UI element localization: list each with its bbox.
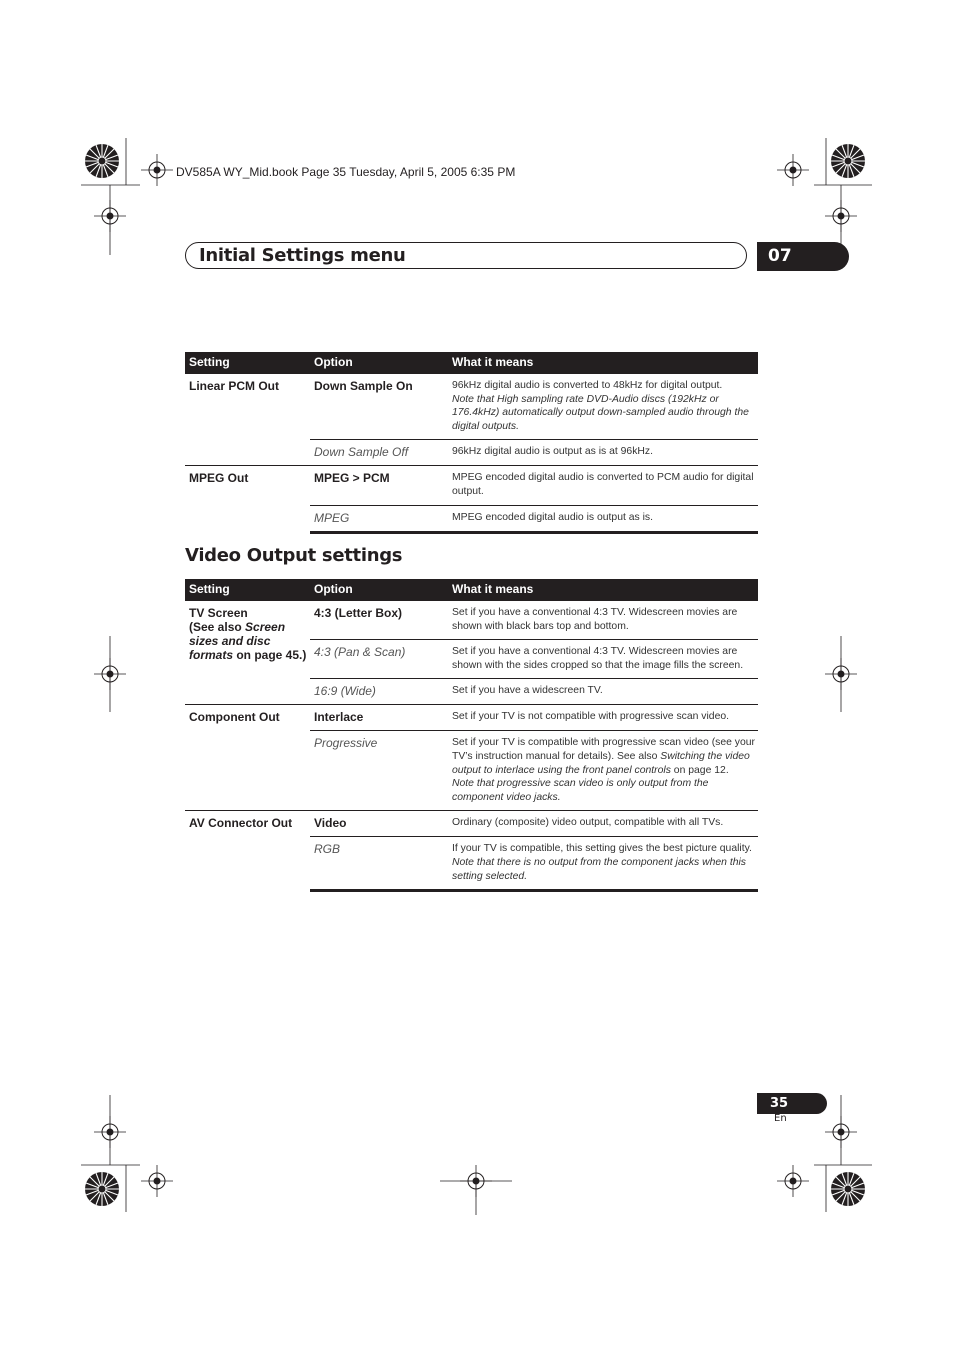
book-info-line: DV585A WY_Mid.book Page 35 Tuesday, April 5, 2005 6:35 PM	[176, 165, 516, 179]
crosshair-icon	[94, 658, 126, 690]
registration-mark-icon	[85, 144, 119, 178]
option-mpeg-pcm: MPEG > PCM	[310, 466, 448, 505]
table-row	[185, 466, 758, 505]
meaning-cell: Ordinary (composite) video output, compatible with all TVs.	[448, 811, 758, 837]
crosshair-icon	[94, 200, 126, 232]
page-number: 35	[770, 1096, 789, 1111]
crosshair-icon	[777, 1165, 809, 1197]
option-progressive: Progressive	[310, 731, 448, 811]
header-meaning: What it means	[448, 352, 758, 374]
crosshair-icon	[141, 1165, 173, 1197]
table-header-row	[185, 352, 758, 374]
meaning-cell: 96kHz digital audio is output as is at 96kHz.	[448, 440, 758, 466]
table-header-row	[185, 579, 758, 601]
option-interlace: Interlace	[310, 705, 448, 731]
section-title: Video Output settings	[185, 545, 403, 566]
table-row	[185, 601, 758, 640]
option-down-sample-on: Down Sample On	[314, 379, 413, 393]
meaning-cell: Set if you have a conventional 4:3 TV. Widescreen movies are shown with black bars top and bottom.	[452, 607, 738, 632]
table-row	[185, 811, 758, 837]
meaning-cell: Set if you have a widescreen TV.	[448, 679, 758, 705]
chapter-number: 07	[768, 246, 792, 266]
table-row	[185, 374, 758, 440]
meaning-cell: Set if your TV is compatible with progressive scan video (see your TV’s instruction manual for details). See also Switching the video output to interlace using the front panel controls on page 12. Note that progressive scan video is only output from the component video jacks.	[448, 731, 758, 811]
header-meaning: What it means	[448, 579, 758, 601]
video-settings-table	[185, 579, 758, 892]
registration-mark-icon	[831, 1172, 865, 1206]
registration-mark-icon	[85, 1172, 119, 1206]
meaning-cell: Set if you have a conventional 4:3 TV. Widescreen movies are shown with the sides cropped so that the image fills the screen.	[448, 640, 758, 679]
setting-linear-pcm: Linear PCM Out	[189, 379, 280, 393]
setting-av-connector-out: AV Connector Out	[185, 811, 310, 891]
setting-mpeg-out: MPEG Out	[185, 466, 310, 532]
registration-mark-icon	[831, 144, 865, 178]
header-setting: Setting	[185, 579, 310, 601]
option-mpeg: MPEG	[310, 505, 448, 532]
note-text: Note that High sampling rate DVD-Audio discs (192kHz or 176.4kHz) automatically output down-sampled audio through the digital outputs.	[452, 393, 749, 432]
crosshair-icon	[825, 1116, 857, 1148]
crosshair-icon	[777, 154, 809, 186]
option-pan-scan: 4:3 (Pan & Scan)	[310, 640, 448, 679]
option-letter-box: 4:3 (Letter Box)	[314, 606, 403, 620]
meaning-cell: MPEG encoded digital audio is output as is.	[448, 505, 758, 532]
meaning-cell: 96kHz digital audio is converted to 48kHz for digital output. Note that High sampling rate DVD-Audio discs (192kHz or 176.4kHz) automatically output down-sampled audio through the digital outputs.	[452, 380, 749, 432]
crosshair-icon	[460, 1165, 492, 1197]
note-text: Note that there is no output from the component jacks when this setting selected.	[452, 856, 746, 882]
crosshair-icon	[141, 154, 173, 186]
meaning-cell: Set if your TV is not compatible with progressive scan video.	[448, 705, 758, 731]
page-title: Initial Settings menu	[199, 245, 406, 266]
page-language: En	[774, 1113, 787, 1124]
header-setting: Setting	[185, 352, 310, 374]
crosshair-icon	[94, 1116, 126, 1148]
crosshair-icon	[825, 658, 857, 690]
setting-component-out: Component Out	[185, 705, 310, 811]
setting-tv-screen: TV Screen (See also Screen sizes and disc formats on page 45.)	[189, 606, 307, 662]
table-row	[185, 705, 758, 731]
meaning-cell: MPEG encoded digital audio is converted to PCM audio for digital output.	[448, 466, 758, 505]
option-video: Video	[310, 811, 448, 837]
note-text: Note that progressive scan video is only output from the component video jacks.	[452, 778, 709, 803]
page-number-tab	[757, 1093, 827, 1114]
audio-settings-table	[185, 352, 758, 534]
meaning-cell: If your TV is compatible, this setting gives the best picture quality. Note that there is no output from the component jacks when this setting selected.	[448, 837, 758, 891]
header-option: Option	[310, 579, 448, 601]
option-rgb: RGB	[310, 837, 448, 891]
crosshair-icon	[825, 200, 857, 232]
option-down-sample-off: Down Sample Off	[310, 440, 448, 466]
header-option: Option	[310, 352, 448, 374]
option-wide: 16:9 (Wide)	[310, 679, 448, 705]
